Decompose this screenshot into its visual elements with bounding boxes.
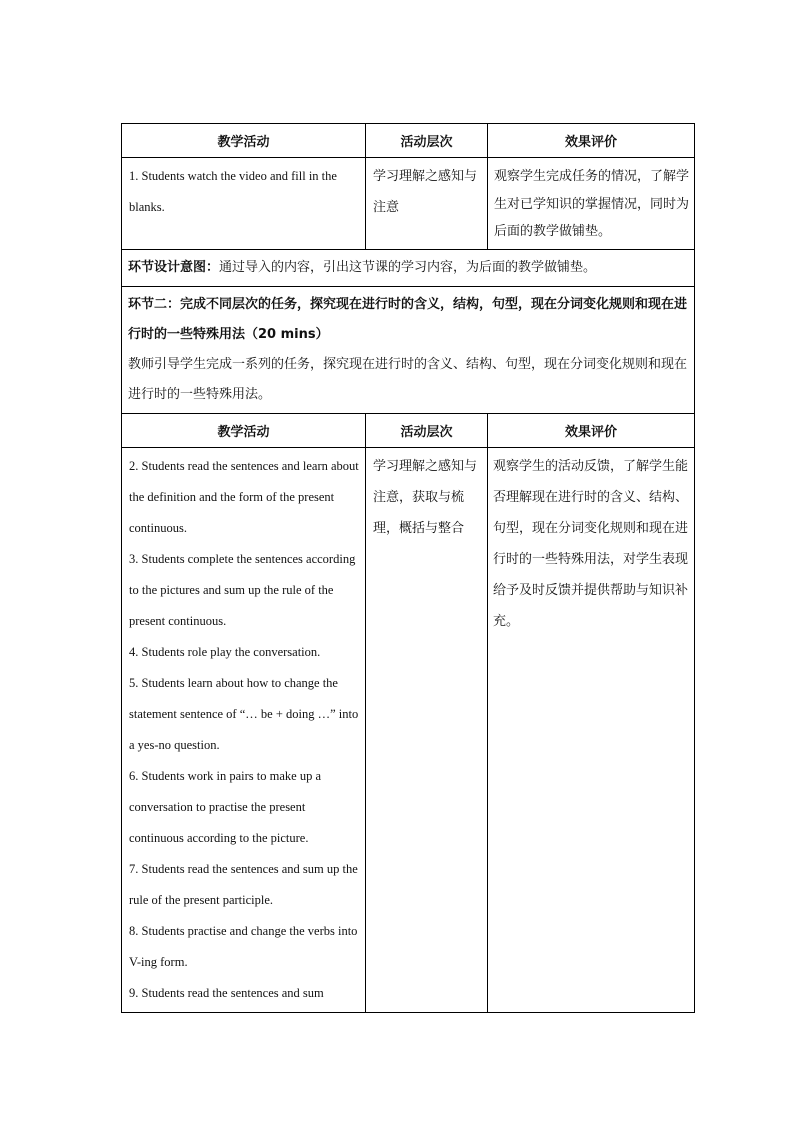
activity-item: 9. Students read the sentences and sum (129, 985, 324, 1000)
design-intent-row (122, 249, 695, 286)
table-header-row (122, 124, 695, 158)
activity-item: 3. Students complete the sentences according to the pictures and sum up the rule of the present continuous. (129, 551, 356, 628)
design-intent-text: 通过导入的内容，引出这节课的学习内容，为后面的教学做铺垫。 (219, 259, 597, 275)
level-cell: 学习理解之感知与注意，获取与梳理，概括与整合 (366, 447, 488, 1012)
section-two-row (122, 286, 695, 413)
activity-cell: 1. Students watch the video and fill in the blanks. (122, 158, 366, 250)
table-row (122, 447, 695, 1012)
header-effect-evaluation: 效果评价 (488, 413, 695, 447)
header-activity-level: 活动层次 (366, 413, 488, 447)
header-effect-evaluation: 效果评价 (488, 124, 695, 158)
evaluation-cell: 观察学生的活动反馈，了解学生能否理解现在进行时的含义、结构、句型，现在分词变化规则和现在进行时的一些特殊用法，对学生表现给予及时反馈并提供帮助与知识补充。 (488, 447, 695, 1012)
level-cell: 学习理解之感知与注意 (366, 158, 488, 250)
activity-list-cell (122, 447, 366, 1012)
header-teaching-activity: 教学活动 (122, 124, 366, 158)
header-activity-level: 活动层次 (366, 124, 488, 158)
activity-item: 6. Students work in pairs to make up a conversation to practise the present continuous according to the picture. (129, 768, 321, 845)
activity-item: 4. Students role play the conversation. (129, 644, 321, 659)
header-teaching-activity: 教学活动 (122, 413, 366, 447)
lesson-plan-table (121, 123, 695, 1013)
activity-item: 5. Students learn about how to change the statement sentence of “… be + doing …” into a yes-no question. (129, 675, 359, 752)
activity-item: 2. Students read the sentences and learn about the definition and the form of the present continuous. (129, 458, 359, 535)
table-row (122, 158, 695, 250)
activity-item: 7. Students read the sentences and sum up the rule of the present participle. (129, 861, 358, 907)
design-intent-label: 环节设计意图： (128, 259, 220, 275)
section-two-cell (122, 286, 695, 413)
activity-item: 8. Students practise and change the verbs into V-ing form. (129, 923, 358, 969)
design-intent-cell (122, 249, 695, 286)
evaluation-cell: 观察学生完成任务的情况，了解学生对已学知识的掌握情况，同时为后面的教学做铺垫。 (488, 158, 695, 250)
table-header-row (122, 413, 695, 447)
section-two-title: 环节二：完成不同层次的任务，探究现在进行时的含义，结构，句型，现在分词变化规则和现在进行时的一些特殊用法（20 mins） (128, 296, 688, 342)
section-two-description: 教师引导学生完成一系列的任务，探究现在进行时的含义、结构、句型，现在分词变化规则和现在进行时的一些特殊用法。 (128, 356, 688, 402)
